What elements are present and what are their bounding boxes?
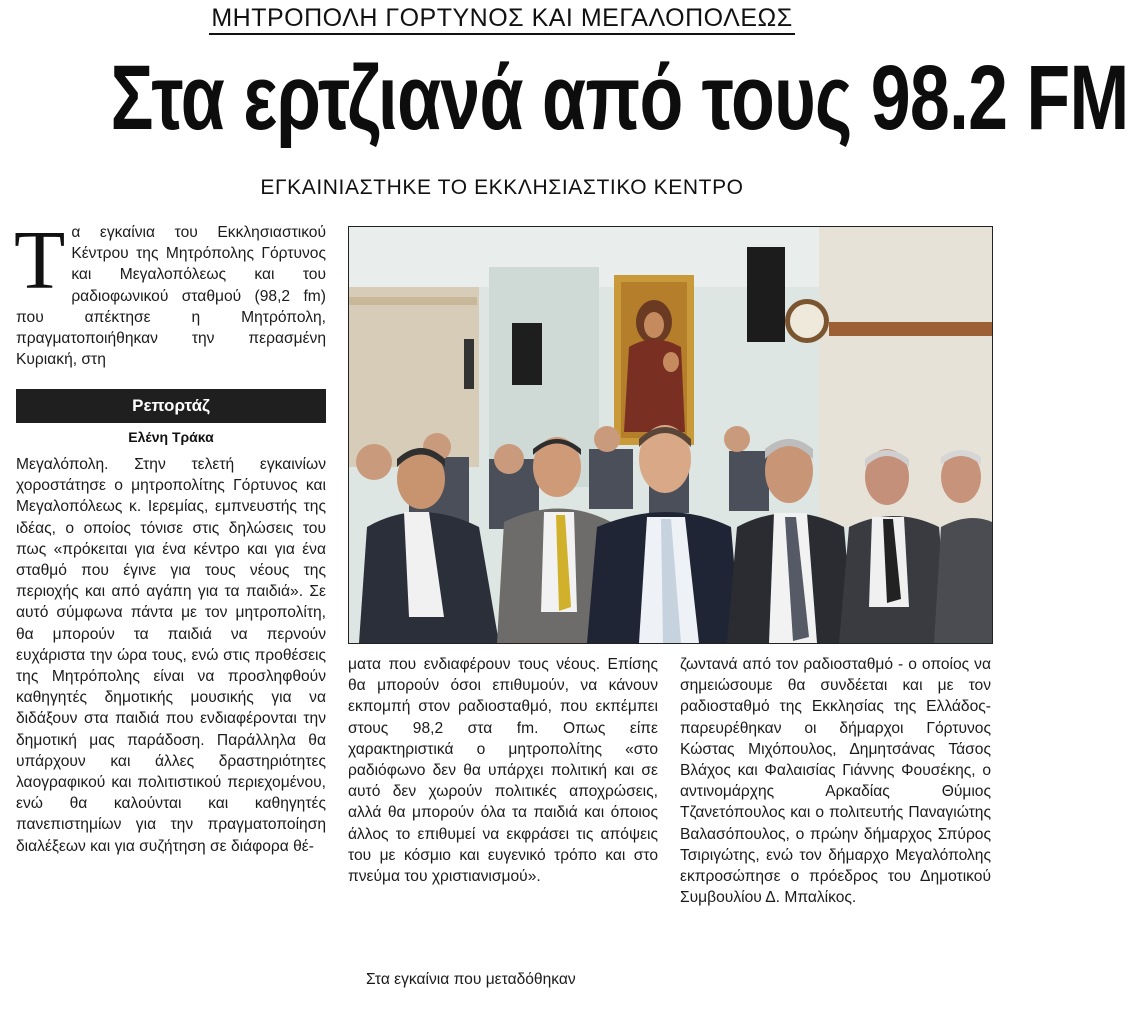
article-column-2-paragraph (348, 969, 658, 993)
article-column-2-text: ματα που ενδιαφέρουν τους νέους. Επίσης θα μπορούν όσοι επιθυμούν, να κάνουν εκπομπή στον ραδιοσταθμό, που εκπέμπει στους 98,2 στα fm. Οπως είπε χαρακτηριστικά ο μητροπολίτης «στο ραδιόφωνο δεν θα υπάρχει πολιτική και σε αυτό δεν χωρούν πολιτικές αποχρώσεις, αλλά θα μπορούν όλα τα παιδιά και όποιος άλλος το επιθυμεί να εκφράσει τις απόψεις του με κόσμιο και ευγενικό τρόπο και στο πνεύμα του χριστιανισμού». (348, 656, 658, 886)
drop-cap: Τ (14, 214, 66, 307)
article-lead (14, 214, 326, 384)
section-label: Ρεπορτάζ (16, 389, 326, 423)
audience-photo-illustration (349, 227, 992, 643)
article-column-3 (680, 654, 991, 1014)
kicker (0, 4, 1004, 33)
byline: Ελένη Τράκα (128, 429, 214, 445)
event-photo (348, 226, 993, 644)
lead-text: α εγκαίνια του Εκκλησιαστικού Κέντρου της Μητρόπολης Γόρτυνος και Μεγαλοπόλεως και του ραδιοφωνικού σταθμού (98,2 fm) που απέκτησε η Μητρόπολη, πραγματοποιήθηκαν την περασμένη Κυριακή, στη (16, 224, 326, 369)
kicker-text: ΜΗΤΡΟΠΟΛΗ ΓΟΡΤΥΝΟΣ ΚΑΙ ΜΕΓΑΛΟΠΟΛΕΩΣ (209, 4, 794, 35)
subheadline: ΕΓΚΑΙΝΙΑΣΤΗΚΕ ΤΟ ΕΚΚΛΗΣΙΑΣΤΙΚΟ ΚΕΝΤΡΟ (260, 176, 744, 199)
article-column-2 (348, 654, 658, 964)
article-column-2-continuation: Στα εγκαίνια που μεταδόθηκαν (366, 971, 576, 988)
article-column-1 (16, 454, 326, 1014)
article-column-3-text: ζωντανά από τον ραδιοσταθμό - ο οποίος να σημειώσουμε θα συνδέεται και με τον ραδιοσταθμό της Εκκλησίας της Ελλάδος- παρευρέθηκαν οι δήμαρχοι Γόρτυνος Κώστας Μιχόπουλος, Δημητσάνας Τάσος Βλάχος και Φαλαισίας Γιάννης Φουσέκης, ο αντινομάρχης Αρκαδίας Θύμιος Τζανετόπουλος και ο πολιτευτής Παναγιώτης Βαλασόπουλος, ο πρώην δήμαρχος Σπύρος Τσιριγώτης, ενώ τον δήμαρχο Μεγαλόπολης εκπροσώπησε ο πρόεδρος του Δημοτικού Συμβουλίου Δ. Μπαλίκος. (680, 656, 991, 907)
headline: Στα ερτζιανά από τους 98.2 FM (110, 47, 1129, 149)
article-column-1-text: Μεγαλόπολη. Στην τελετή εγκαινίων χοροστάτησε ο μητροπολίτης Γόρτυνος και Μεγαλοπόλεως κ. Ιερεμίας, εμπνευστής της ιδέας, ο οποίος τόνισε στις δηλώσεις του πως «πρόκειται για ένα κέντρο και για ένα σταθμό που έγινε για τους νέους της περιοχής και από αγάπη για τα παιδιά». Σε αυτό σύμφωνα πάντα με τον μητροπολίτη, θα μπορούν τα παιδιά να περνούν ευχάριστα την ώρα τους, ενώ στις προθέσεις της Μητρόπολης είναι να προσληφθούν καθηγητές δημοτικής μουσικής για να διδάξουν στα παιδιά που ενδιαφέρονται την δημοτική μας παράδοση. Παράλληλα θα υπάρχουν και άλλες δραστηριότητες λαογραφικού και πολιτιστικού περιεχομένου, ενώ θα καλούνται και καθηγητές πανεπιστημίων για την πραγματοποίηση διαλέξεων και για συζήτηση σε διάφορα θέ- (16, 456, 326, 855)
